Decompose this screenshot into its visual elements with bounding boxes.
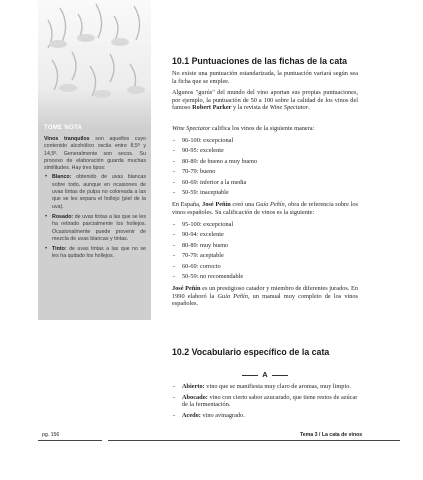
vocabulary-list xyxy=(172,383,358,422)
letter-heading xyxy=(172,370,358,380)
dash-icon: - xyxy=(173,252,176,260)
paragraph xyxy=(172,89,358,112)
vocabulary-term: Abocado: xyxy=(182,393,208,401)
dash-icon: - xyxy=(173,221,176,228)
vocabulary-term: Abierto: xyxy=(182,383,205,390)
score-text: 80-89: de bueno a muy bueno xyxy=(182,157,258,165)
section-title: 10.1 Puntuaciones de las fichas de la cata xyxy=(172,56,348,66)
score-item xyxy=(172,147,358,157)
score-item xyxy=(172,137,358,147)
score-text: 50-59: inaceptable xyxy=(182,188,229,196)
wine-type-text: de uvas tintas a las que se les ha retirado parcialmente los hollejos. Ocasionalmente puede provenir de mezcla de uvas blancas y tintas. xyxy=(52,213,146,242)
letter-label: A xyxy=(262,370,268,379)
wine-type-text: obtenido de uvas blancas sobre todo, aunque en ocasiones de uvas tintas de pulpa no coloreada a las que se les separa el hollejo (piel de la uva). xyxy=(52,174,146,210)
score-item xyxy=(172,158,358,168)
wine-type-item xyxy=(44,174,146,210)
rule-line xyxy=(272,375,288,376)
note-body xyxy=(44,136,146,264)
penin-name: José Peñín xyxy=(172,285,201,292)
score-text: 60-69: correcto xyxy=(182,262,221,270)
dash-icon: - xyxy=(173,147,176,155)
dash-icon: - xyxy=(173,137,176,144)
vocabulary-item xyxy=(172,383,358,391)
wine-type-item xyxy=(44,246,146,261)
dash-icon: - xyxy=(173,178,176,186)
note-intro-text: son aquellos cuyo contenido alcohólico oscila entre 8,5º y 14,5º. Generalmente son secos. Su proceso de elaboración guarda muchas similitudes. Hay tres tipos: xyxy=(44,136,146,172)
paragraph-text: y la revista de xyxy=(231,104,270,112)
note-intro xyxy=(44,136,146,172)
score-text: 70-79: aceptable xyxy=(182,252,224,260)
section-title: 10.2 Vocabulario específico de la cata xyxy=(172,347,330,357)
wine-type-item xyxy=(44,214,146,243)
paragraph xyxy=(172,201,358,216)
vocabulary-definition: vino con cierto sabor azucarado, que tiene restos de azúcar de la fermentación. xyxy=(182,393,358,409)
note-title: TOME NOTA xyxy=(44,125,83,131)
vocabulary-definition: vino que se manifiesta muy claro de aromas, muy limpio. xyxy=(204,383,351,390)
score-item xyxy=(172,242,358,252)
paragraph xyxy=(172,285,358,308)
score-item xyxy=(172,221,358,231)
score-text: 90-94: excelente xyxy=(182,231,224,239)
note-intro-term: Vinos tranquilos xyxy=(44,136,90,142)
score-item xyxy=(172,252,358,262)
vocabulary-item xyxy=(172,412,358,420)
chapter-label: Tema 3 / La cata de vinos xyxy=(300,432,363,438)
footer-rule-right xyxy=(108,440,400,441)
wine-glasses-photo xyxy=(38,0,151,128)
paragraph-text: , obra de referencia sobre los vinos españoles. Su calificación de vinos es la siguiente: xyxy=(172,201,358,216)
paragraph-text: En España, xyxy=(172,201,203,208)
score-text: 96-100: excepcional xyxy=(182,137,234,144)
paragraph-text: . xyxy=(308,104,310,112)
dash-icon: - xyxy=(173,157,176,165)
penin-name: José Peñín xyxy=(202,201,231,208)
bullet-icon: • xyxy=(45,213,48,220)
dash-icon: - xyxy=(173,262,176,270)
dash-icon: - xyxy=(173,272,176,280)
score-text: 70-79: bueno xyxy=(182,168,216,176)
bullet-icon: • xyxy=(45,174,48,181)
vocabulary-term: Acedo: xyxy=(182,411,201,419)
score-item xyxy=(172,231,358,241)
score-text: 95-100: excepcional xyxy=(182,221,234,228)
score-text: 60-69: inferior a la media xyxy=(182,178,247,186)
score-item xyxy=(172,168,358,178)
guia-penin-name: Guía Peñín xyxy=(255,201,285,208)
guia-penin-name: Guía Peñín xyxy=(217,292,248,300)
score-item xyxy=(172,273,358,283)
wine-type-term: Tinto: xyxy=(52,246,67,253)
score-text: 90-95: excelente xyxy=(182,147,224,155)
paragraph xyxy=(172,70,358,85)
paragraph-text: creó una xyxy=(230,201,256,208)
wine-type-term: Rosado: xyxy=(52,213,74,220)
wine-spectator-name: Wine Spectator xyxy=(172,125,211,132)
dash-icon: - xyxy=(173,188,176,196)
footer-rule-left xyxy=(38,440,102,441)
dash-icon: - xyxy=(173,393,176,401)
paragraph-text: es un prestigioso catador y miembro de diferentes jurados. En 1990 elaboró la xyxy=(172,285,358,300)
paragraph-text: No existe una puntuación estandarizada, la puntuación variará según sea la ficha que se emplee. xyxy=(172,70,358,85)
score-item xyxy=(172,179,358,189)
dash-icon: - xyxy=(173,383,176,390)
paragraph-text: califica los vinos de la siguiente manera: xyxy=(210,125,315,132)
dash-icon: - xyxy=(173,231,176,239)
dash-icon: - xyxy=(173,411,176,419)
vocabulary-item xyxy=(172,394,358,409)
paragraph xyxy=(172,125,358,133)
wine-spectator-scores xyxy=(172,137,358,199)
score-text: 80-89: muy bueno xyxy=(182,241,229,249)
parker-name: Robert Parker xyxy=(192,104,232,112)
bullet-icon: • xyxy=(45,246,48,253)
dash-icon: - xyxy=(173,241,176,249)
vocabulary-definition: vino avinagrado. xyxy=(200,411,245,419)
wine-types-list xyxy=(44,174,146,260)
score-text: 50-59: no recomendable xyxy=(182,272,244,280)
dash-icon: - xyxy=(173,168,176,176)
score-item xyxy=(172,263,358,273)
rule-line xyxy=(242,375,258,376)
page-number: pg. 156 xyxy=(42,432,60,438)
wine-type-text: de uvas tintas a las que no se les ha quitado los hollejos. xyxy=(52,246,146,260)
wine-spectator-name: Wine Spectator xyxy=(269,104,309,112)
paragraph-text: , un manual muy completo de los vinos españoles. xyxy=(172,292,358,308)
paragraph-text: Algunos "gurús" del mundo del vino aportan sus propias puntuaciones, por ejemplo, la puntuación de 50 a 100 sobre la calidad de los vinos del famoso xyxy=(172,89,358,112)
wine-type-term: Blanco: xyxy=(52,174,72,181)
penin-scores xyxy=(172,221,358,283)
score-item xyxy=(172,189,358,199)
